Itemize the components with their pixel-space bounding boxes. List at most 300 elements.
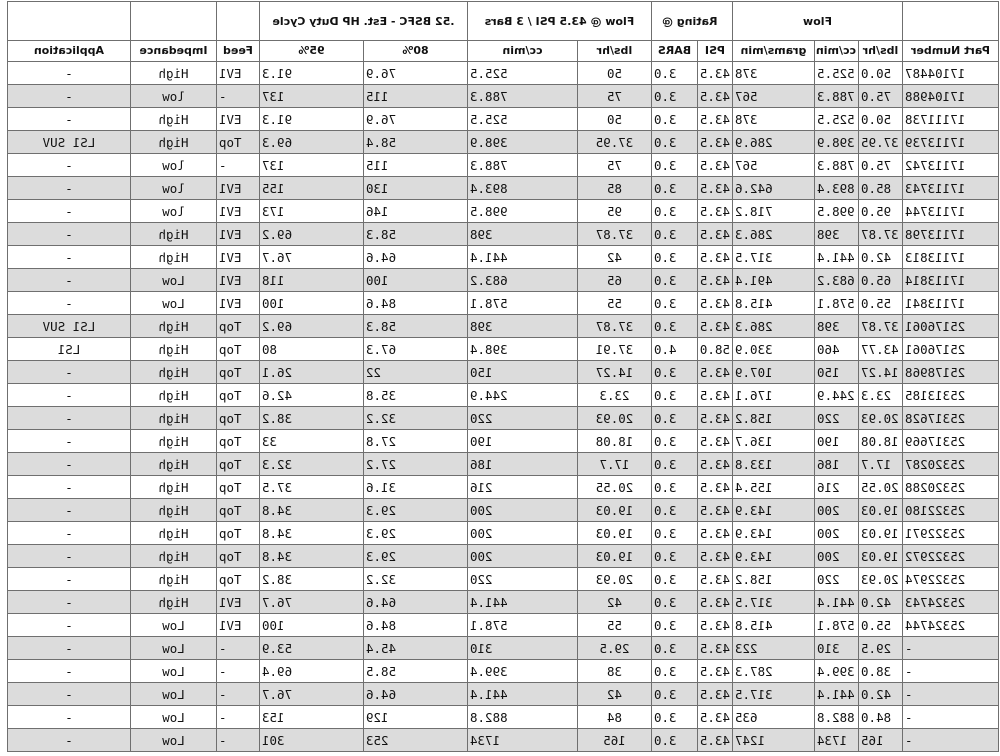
col-hp-80-cell: 29.3 [363,499,467,522]
col-psi-cell: 43.5 [697,200,732,223]
col-flow-lbs-hr-header: lbs/hr [859,41,903,62]
col-flow-grams-min-cell: 158.2 [732,407,814,430]
col-feed-cell: EV1 [216,591,259,614]
col-bars-cell: 3.0 [651,683,697,706]
group-header-flow-psi: Flow @ 43.5 PSI / 3 Bars [467,2,651,41]
col-impedance-cell: Low [130,660,216,683]
col-application-cell: - [7,361,130,384]
col-hp-80-cell: 253 [363,729,467,752]
col-hp-80-cell: 84.6 [363,292,467,315]
col-flow-cc-min-cell: 893.4 [815,177,859,200]
col-hp-80-cell: 32.2 [363,407,467,430]
col-psi-cell: 43.5 [697,430,732,453]
table-row [7,177,998,200]
col-part-number-cell: - [903,729,999,752]
col-impedance-cell: High [130,545,216,568]
col-flow-cc-min-cell: 882.8 [815,706,859,729]
col-rated-cc-min-cell: 150 [467,361,577,384]
col-hp-95-cell: 137 [259,85,363,108]
col-flow-lbs-hr-cell: 55.0 [859,292,903,315]
table-row [7,660,998,683]
col-rated-cc-min-cell: 220 [467,568,577,591]
col-flow-grams-min-cell: 1247 [732,729,814,752]
col-rated-cc-min-cell: 441.4 [467,591,577,614]
col-rated-lbs-hr-cell: 165 [577,729,651,752]
col-flow-lbs-hr-cell: 55.0 [859,614,903,637]
col-part-number-cell: 17111738 [903,108,999,131]
table-body [7,62,998,752]
table-row [7,200,998,223]
col-flow-lbs-hr-cell: 75.0 [859,154,903,177]
col-psi-cell: 43.5 [697,568,732,591]
col-impedance-cell: low [130,154,216,177]
col-rated-lbs-hr-cell: 37.95 [577,131,651,154]
col-application-cell: - [7,660,130,683]
col-application-cell: - [7,568,130,591]
col-flow-lbs-hr-cell: 38.0 [859,660,903,683]
col-feed-cell: EV1 [216,177,259,200]
col-hp-95-cell: 69.2 [259,223,363,246]
col-flow-grams-min-cell: 378 [732,62,814,85]
col-hp-80-cell: 64.6 [363,683,467,706]
col-rated-cc-min-cell: 525.5 [467,62,577,85]
col-part-number-cell: - [903,637,999,660]
col-feed-cell: EV1 [216,269,259,292]
col-flow-grams-min-cell: 415.8 [732,292,814,315]
col-hp-95-cell: 118 [259,269,363,292]
col-flow-lbs-hr-cell: 42.0 [859,246,903,269]
col-flow-cc-min-cell: 578.1 [815,292,859,315]
table-row [7,62,998,85]
col-flow-lbs-hr-cell: 19.03 [859,499,903,522]
col-impedance-cell: Low [130,729,216,752]
col-feed-cell: EV1 [216,108,259,131]
col-part-number-cell: 17104487 [903,62,999,85]
col-flow-cc-min-cell: 525.5 [815,108,859,131]
col-flow-lbs-hr-cell: 20.55 [859,476,903,499]
col-application-cell: - [7,223,130,246]
col-bars-cell: 3.0 [651,108,697,131]
col-flow-cc-min-cell: 998.5 [815,200,859,223]
group-header-part [903,2,999,41]
col-hp-80-cell: 31.6 [363,476,467,499]
col-hp-95-cell: 42.6 [259,384,363,407]
col-bars-cell: 3.0 [651,200,697,223]
col-hp-95-cell: 137 [259,154,363,177]
col-application-cell: LS1 SUV [7,131,130,154]
col-psi-cell: 43.5 [697,223,732,246]
col-rated-lbs-hr-cell: 55 [577,292,651,315]
col-impedance-cell: High [130,522,216,545]
col-feed-cell: - [216,660,259,683]
col-application-cell: - [7,430,130,453]
col-hp-95-cell: 26.1 [259,361,363,384]
col-flow-lbs-hr-cell: 19.03 [859,545,903,568]
col-impedance-cell: High [130,338,216,361]
col-hp-95-cell: 38.2 [259,407,363,430]
col-feed-cell: Top [216,338,259,361]
col-rated-lbs-hr-cell: 65 [577,269,651,292]
col-hp-80-header: 80% [363,41,467,62]
col-impedance-cell: low [130,85,216,108]
col-flow-grams-min-cell: 567 [732,154,814,177]
col-flow-grams-min-cell: 143.9 [732,499,814,522]
col-application-cell: - [7,453,130,476]
col-impedance-cell: High [130,499,216,522]
col-impedance-cell: High [130,246,216,269]
col-psi-cell: 43.5 [697,154,732,177]
col-part-number-cell: 17113814 [903,269,999,292]
col-impedance-cell: High [130,476,216,499]
col-application-cell: - [7,476,130,499]
col-flow-grams-min-cell: 143.9 [732,522,814,545]
table-row [7,315,998,338]
group-header-row [7,2,998,41]
col-hp-95-cell: 91.3 [259,62,363,85]
col-psi-cell: 43.5 [697,177,732,200]
col-part-number-cell: 25322971 [903,522,999,545]
col-psi-cell: 43.5 [697,614,732,637]
col-flow-lbs-hr-cell: 19.03 [859,522,903,545]
col-rated-lbs-hr-cell: 20.55 [577,476,651,499]
table-row [7,131,998,154]
col-feed-cell: - [216,85,259,108]
col-psi-cell: 43.5 [697,683,732,706]
col-hp-95-cell: 76.7 [259,591,363,614]
col-flow-cc-min-cell: 578.1 [815,614,859,637]
col-impedance-cell: Low [130,706,216,729]
col-rated-cc-min-cell: 788.3 [467,85,577,108]
col-flow-cc-min-cell: 399.4 [815,660,859,683]
col-psi-cell: 43.5 [697,62,732,85]
col-part-number-cell: - [903,706,999,729]
col-rated-cc-min-cell: 216 [467,476,577,499]
col-hp-95-cell: 53.9 [259,637,363,660]
col-application-cell: - [7,706,130,729]
col-rated-lbs-hr-cell: 55 [577,614,651,637]
col-flow-cc-min-cell: 398 [815,223,859,246]
col-rated-lbs-hr-cell: 29.5 [577,637,651,660]
col-application-cell: - [7,683,130,706]
col-psi-cell: 43.5 [697,292,732,315]
col-rated-cc-min-cell: 1734 [467,729,577,752]
col-rated-cc-min-cell: 525.5 [467,108,577,131]
col-bars-cell: 3.0 [651,453,697,476]
col-application-cell: - [7,637,130,660]
col-bars-cell: 3.0 [651,591,697,614]
col-rated-cc-min-cell: 186 [467,453,577,476]
col-rated-cc-min-cell: 244.9 [467,384,577,407]
col-flow-cc-min-cell: 398 [815,315,859,338]
col-hp-95-cell: 69.3 [259,131,363,154]
col-hp-80-cell: 58.3 [363,223,467,246]
col-hp-80-cell: 22 [363,361,467,384]
col-flow-lbs-hr-cell: 65.0 [859,269,903,292]
col-part-number-cell: 25322972 [903,545,999,568]
col-impedance-cell: High [130,315,216,338]
col-feed-cell: Top [216,499,259,522]
col-rated-lbs-hr-cell: 95 [577,200,651,223]
col-flow-lbs-hr-cell: 17.7 [859,453,903,476]
col-flow-cc-min-cell: 683.2 [815,269,859,292]
col-bars-cell: 3.0 [651,545,697,568]
col-flow-cc-min-header: cc/min [815,41,859,62]
col-bars-cell: 3.0 [651,476,697,499]
col-part-number-cell: 25178968 [903,361,999,384]
col-impedance-cell: Low [130,683,216,706]
col-hp-80-cell: 76.9 [363,108,467,131]
col-flow-lbs-hr-cell: 95.0 [859,200,903,223]
col-flow-cc-min-cell: 220 [815,568,859,591]
col-feed-cell: - [216,154,259,177]
col-feed-cell: Top [216,545,259,568]
col-flow-grams-min-cell: 176.1 [732,384,814,407]
col-hp-95-cell: 80 [259,338,363,361]
col-hp-80-cell: 76.9 [363,62,467,85]
col-application-cell: - [7,108,130,131]
col-impedance-cell: High [130,223,216,246]
col-flow-lbs-hr-cell: 20.93 [859,568,903,591]
col-application-cell: - [7,384,130,407]
col-psi-cell: 43.5 [697,315,732,338]
col-bars-cell: 3.0 [651,706,697,729]
col-feed-cell: EV1 [216,200,259,223]
col-application-cell: - [7,522,130,545]
table-row [7,729,998,752]
col-flow-cc-min-cell: 441.4 [815,591,859,614]
col-rated-lbs-hr-cell: 19.03 [577,522,651,545]
col-psi-cell: 43.5 [697,476,732,499]
col-application-cell: - [7,614,130,637]
col-application-cell: - [7,591,130,614]
col-flow-grams-min-cell: 567 [732,85,814,108]
table-row [7,614,998,637]
col-rated-cc-min-cell: 398.4 [467,338,577,361]
table-row [7,476,998,499]
col-hp-80-cell: 84.6 [363,614,467,637]
col-impedance-cell: High [130,108,216,131]
col-hp-80-cell: 58.4 [363,131,467,154]
col-impedance-cell: High [130,384,216,407]
col-psi-cell: 43.5 [697,499,732,522]
col-bars-cell: 3.0 [651,223,697,246]
col-psi-cell: 43.5 [697,545,732,568]
col-impedance-cell: High [130,568,216,591]
col-hp-80-cell: 32.2 [363,568,467,591]
col-bars-cell: 3.0 [651,361,697,384]
col-feed-cell: Top [216,361,259,384]
col-feed-cell: Top [216,522,259,545]
col-impedance-cell: Low [130,614,216,637]
col-hp-95-header: 95% [259,41,363,62]
col-flow-cc-min-cell: 460 [815,338,859,361]
col-hp-95-cell: 34.8 [259,499,363,522]
col-bars-cell: 3.0 [651,292,697,315]
col-feed-cell: EV1 [216,246,259,269]
col-feed-cell: EV1 [216,614,259,637]
col-hp-80-cell: 29.3 [363,545,467,568]
col-hp-95-cell: 32.3 [259,453,363,476]
col-part-number-cell: 25320288 [903,476,999,499]
col-flow-grams-min-cell: 155.4 [732,476,814,499]
group-header-bsfc: .52 BSFC - Est. HP Duty Cycle [259,2,467,41]
col-rated-lbs-hr-cell: 37.91 [577,338,651,361]
col-flow-grams-min-cell: 286.3 [732,223,814,246]
col-flow-cc-min-cell: 441.4 [815,246,859,269]
col-flow-cc-min-cell: 216 [815,476,859,499]
col-rated-lbs-hr-header: lbs/hr [577,41,651,62]
col-hp-95-cell: 33 [259,430,363,453]
col-rated-lbs-hr-cell: 42 [577,683,651,706]
col-hp-80-cell: 146 [363,200,467,223]
col-flow-lbs-hr-cell: 50.0 [859,108,903,131]
col-flow-cc-min-cell: 190 [815,430,859,453]
col-bars-cell: 3.0 [651,62,697,85]
col-bars-cell: 3.0 [651,522,697,545]
col-hp-95-cell: 76.7 [259,683,363,706]
col-hp-95-cell: 153 [259,706,363,729]
col-flow-grams-min-cell: 286.9 [732,131,814,154]
col-impedance-cell: High [130,62,216,85]
col-flow-grams-min-cell: 223 [732,637,814,660]
col-bars-cell: 3.0 [651,614,697,637]
col-flow-grams-min-cell: 642.6 [732,177,814,200]
col-hp-80-cell: 27.8 [363,430,467,453]
col-psi-cell: 43.5 [697,522,732,545]
col-rated-lbs-hr-cell: 38 [577,660,651,683]
col-part-number-cell: 17113742 [903,154,999,177]
col-flow-lbs-hr-cell: 37.87 [859,223,903,246]
col-rated-cc-min-cell: 399.4 [467,660,577,683]
col-hp-80-cell: 130 [363,177,467,200]
col-flow-cc-min-cell: 525.5 [815,62,859,85]
col-psi-cell: 43.5 [697,453,732,476]
table-row [7,361,998,384]
col-flow-grams-min-cell: 330.9 [732,338,814,361]
col-part-number-cell: 25324744 [903,614,999,637]
col-flow-lbs-hr-cell: 84.0 [859,706,903,729]
col-rated-cc-min-cell: 200 [467,499,577,522]
col-rated-cc-min-cell: 788.3 [467,154,577,177]
table-row [7,108,998,131]
group-header-application [7,2,130,41]
col-flow-cc-min-cell: 788.3 [815,85,859,108]
col-flow-cc-min-cell: 200 [815,545,859,568]
col-flow-lbs-hr-cell: 75.0 [859,85,903,108]
col-flow-cc-min-cell: 200 [815,499,859,522]
col-bars-cell: 3.0 [651,430,697,453]
col-part-number-header: Part Number [903,41,999,62]
col-application-cell: - [7,407,130,430]
col-application-header: Application [7,41,130,62]
col-part-number-cell: 17113813 [903,246,999,269]
col-part-number-cell: 25176061 [903,338,999,361]
col-feed-cell: EV1 [216,62,259,85]
col-hp-95-cell: 173 [259,200,363,223]
col-part-number-cell: 25324743 [903,591,999,614]
col-bars-cell: 3.0 [651,246,697,269]
col-rated-cc-min-cell: 398.9 [467,131,577,154]
col-feed-cell: Top [216,453,259,476]
col-psi-cell: 43.5 [697,85,732,108]
col-hp-95-cell: 37.5 [259,476,363,499]
col-feed-cell: Top [216,407,259,430]
col-hp-95-cell: 301 [259,729,363,752]
col-rated-lbs-hr-cell: 18.08 [577,430,651,453]
col-rated-cc-min-cell: 310 [467,637,577,660]
col-impedance-cell: Low [130,269,216,292]
col-flow-grams-min-cell: 158.2 [732,568,814,591]
col-flow-cc-min-cell: 186 [815,453,859,476]
col-hp-80-cell: 129 [363,706,467,729]
table-row [7,522,998,545]
col-psi-cell: 43.5 [697,131,732,154]
col-flow-grams-min-cell: 415.8 [732,614,814,637]
col-rated-cc-min-cell: 683.2 [467,269,577,292]
col-application-cell: - [7,545,130,568]
table-row [7,591,998,614]
col-part-number-cell: 17113743 [903,177,999,200]
col-part-number-cell: 17113739 [903,131,999,154]
col-bars-cell: 3.0 [651,177,697,200]
col-psi-header: PSI [697,41,732,62]
table-row [7,223,998,246]
col-flow-grams-min-header: grams/min [732,41,814,62]
table-row [7,453,998,476]
col-part-number-cell: 25317628 [903,407,999,430]
col-flow-grams-min-cell: 718.2 [732,200,814,223]
col-psi-cell: 43.5 [697,706,732,729]
col-psi-cell: 43.5 [697,361,732,384]
col-flow-lbs-hr-cell: 29.5 [859,637,903,660]
col-rated-lbs-hr-cell: 17.7 [577,453,651,476]
col-rated-lbs-hr-cell: 75 [577,85,651,108]
col-impedance-cell: low [130,200,216,223]
col-flow-cc-min-cell: 788.3 [815,154,859,177]
col-psi-cell: 43.5 [697,246,732,269]
col-flow-lbs-hr-cell: 42.0 [859,683,903,706]
col-application-cell: - [7,292,130,315]
col-flow-grams-min-cell: 491.4 [732,269,814,292]
col-flow-lbs-hr-cell: 20.93 [859,407,903,430]
col-flow-grams-min-cell: 317.5 [732,591,814,614]
col-impedance-header: Impedance [130,41,216,62]
col-rated-cc-min-cell: 398 [467,315,577,338]
col-rated-lbs-hr-cell: 19.03 [577,499,651,522]
col-application-cell: - [7,177,130,200]
col-impedance-cell: High [130,361,216,384]
table-row [7,154,998,177]
table-row [7,430,998,453]
col-hp-95-cell: 34.8 [259,545,363,568]
col-hp-95-cell: 100 [259,292,363,315]
col-flow-cc-min-cell: 398.9 [815,131,859,154]
table-row [7,545,998,568]
col-hp-80-cell: 115 [363,154,467,177]
col-hp-95-cell: 38.2 [259,568,363,591]
col-hp-80-cell: 35.8 [363,384,467,407]
col-bars-header: BARS [651,41,697,62]
col-flow-cc-min-cell: 220 [815,407,859,430]
table-row [7,85,998,108]
col-psi-cell: 43.5 [697,108,732,131]
col-feed-cell: EV1 [216,292,259,315]
col-flow-lbs-hr-cell: 43.77 [859,338,903,361]
col-flow-lbs-hr-cell: 37.95 [859,131,903,154]
col-flow-cc-min-cell: 1734 [815,729,859,752]
col-part-number-cell: - [903,683,999,706]
col-bars-cell: 3.0 [651,407,697,430]
